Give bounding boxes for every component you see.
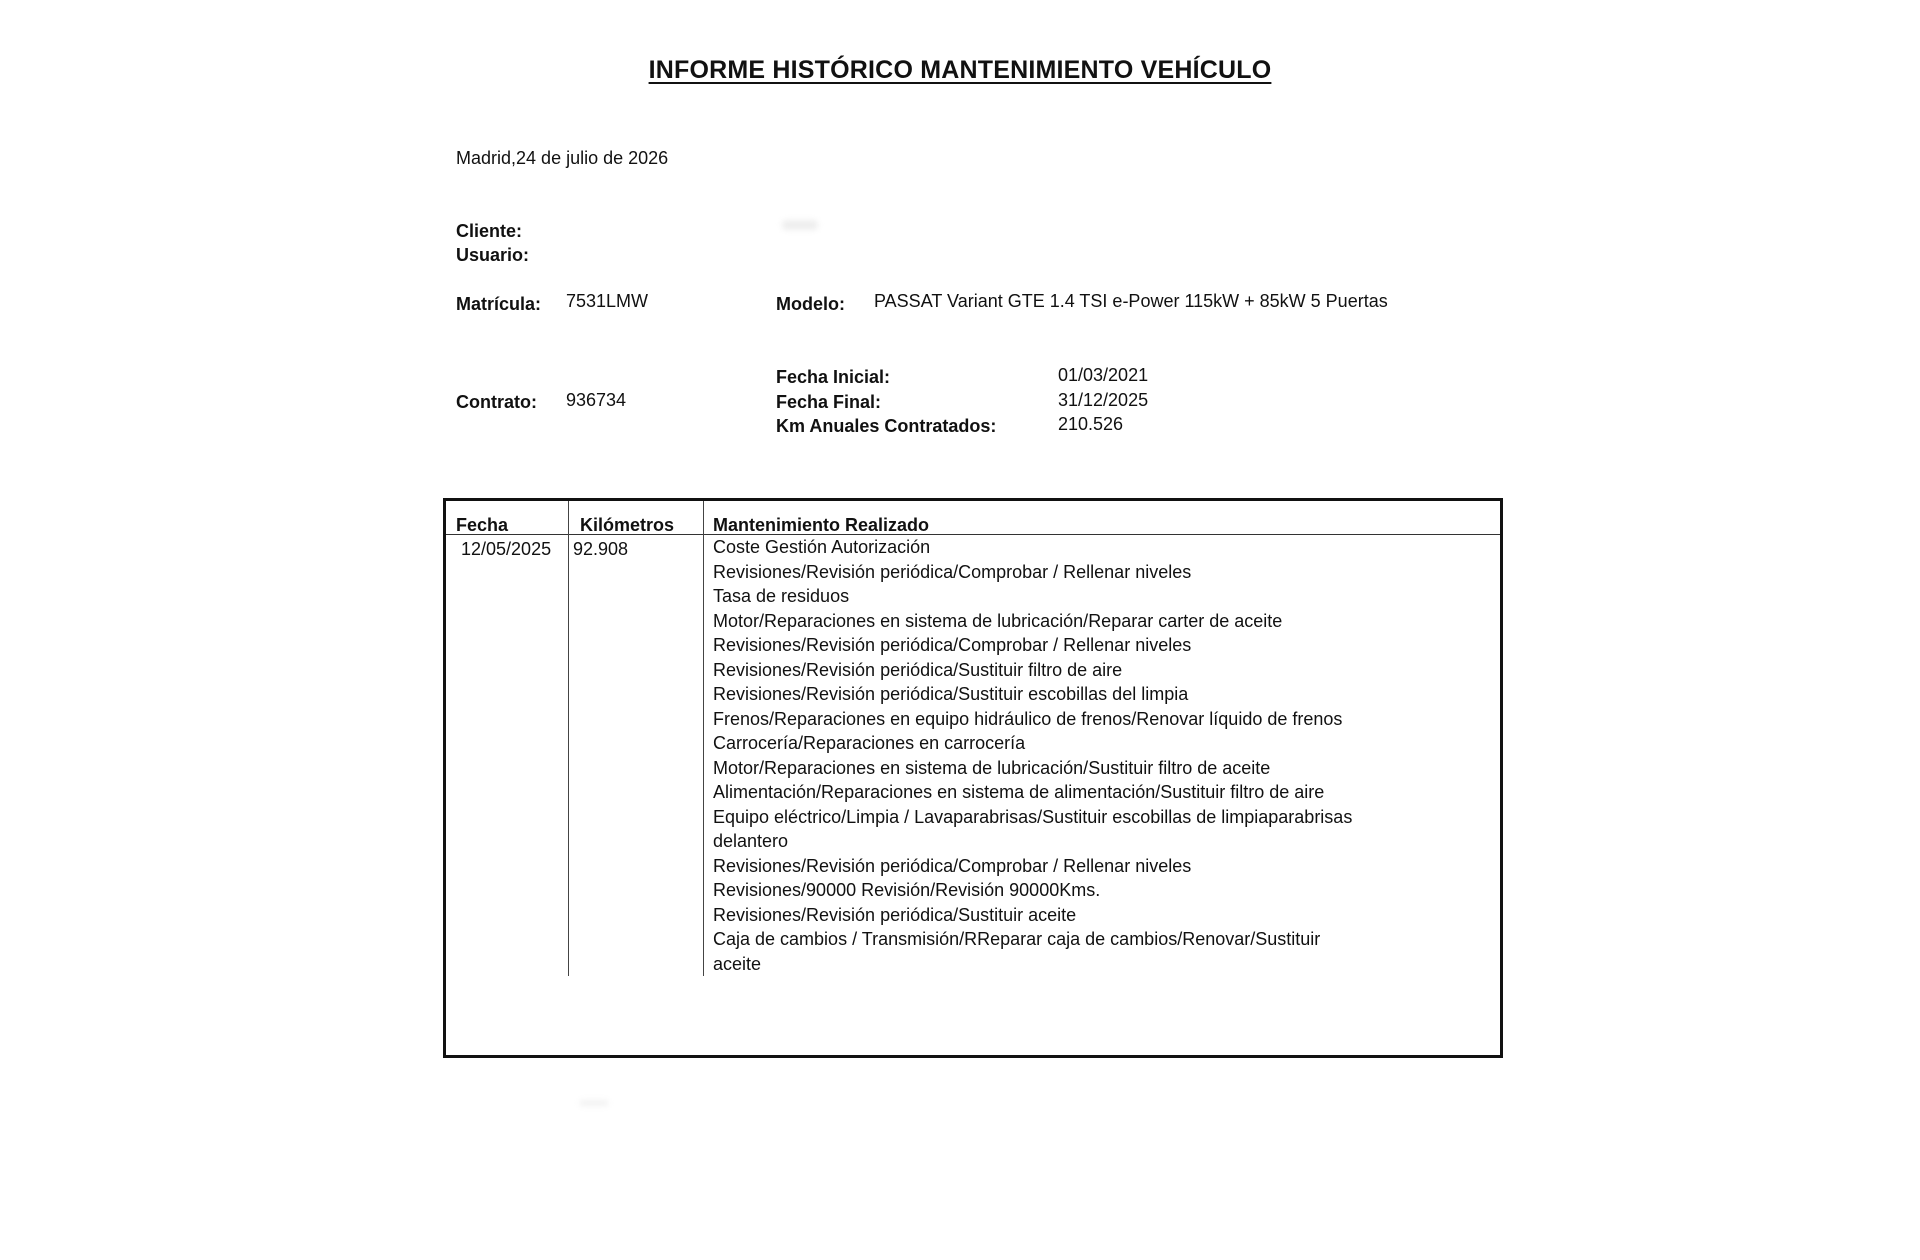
date-line: [456, 146, 668, 170]
fecha-final-label: Fecha Final:: [776, 392, 882, 412]
maintenance-item: Frenos/Reparaciones en equipo hidráulico de frenos/Renovar líquido de frenos: [713, 708, 1343, 729]
maintenance-item: Revisiones/90000 Revisión/Revisión 90000Kms.: [713, 880, 1101, 900]
matricula-value: 7531LMW: [566, 291, 649, 311]
maintenance-item: Caja de cambios / Transmisión/RReparar caja de cambios/Renovar/Sustituir aceite: [713, 929, 1321, 974]
report-date: 24 de julio de 2026: [516, 148, 669, 168]
column-divider-2: [703, 501, 704, 976]
fecha-final-value: 31/12/2025: [1058, 390, 1149, 410]
maintenance-item: Revisiones/Revisión periódica/Sustituir filtro de aire: [713, 659, 1123, 680]
maintenance-item: Revisiones/Revisión periódica/Comprobar / Rellenar niveles: [713, 855, 1192, 876]
maintenance-item: Alimentación/Reparaciones en sistema de alimentación/Sustituir filtro de aire: [713, 782, 1325, 802]
contrato-label: Contrato:: [456, 392, 537, 412]
column-divider-1: [568, 501, 569, 976]
row-kilometros: 92.908: [573, 539, 629, 559]
maintenance-item: Revisiones/Revisión periódica/Sustituir aceite: [713, 904, 1077, 925]
header-fecha: Fecha: [456, 515, 509, 535]
maintenance-item: Revisiones/Revisión periódica/Comprobar / Rellenar niveles: [713, 635, 1192, 655]
header-mantenimiento: Mantenimiento Realizado: [713, 515, 930, 535]
matricula-label: Matrícula:: [456, 294, 542, 314]
contrato-value: 936734: [566, 390, 627, 410]
maintenance-item: Motor/Reparaciones en sistema de lubricación/Sustituir filtro de aceite: [713, 757, 1271, 778]
maintenance-item: Equipo eléctrico/Limpia / Lavaparabrisas/Sustituir escobillas de limpiaparabrisas delantero: [713, 806, 1353, 851]
maintenance-item: Revisiones/Revisión periódica/Comprobar / Rellenar niveles: [713, 561, 1192, 582]
redacted-mark: [782, 220, 818, 230]
maintenance-item: Carrocería/Reparaciones en carrocería: [713, 733, 1026, 753]
usuario-label: Usuario:: [456, 245, 530, 265]
maintenance-table: [443, 498, 1503, 1058]
fecha-inicial-value: 01/03/2021: [1058, 365, 1149, 385]
place: Madrid,: [456, 148, 517, 168]
fecha-inicial-label: Fecha Inicial:: [776, 367, 891, 387]
row-fecha: 12/05/2025: [461, 539, 552, 559]
faint-mark: [580, 1100, 608, 1106]
km-label: Km Anuales Contratados:: [776, 416, 997, 436]
modelo-label: Modelo:: [776, 294, 845, 314]
maintenance-items-list: [713, 535, 1352, 976]
header-kilometros: Kilómetros: [580, 515, 675, 535]
km-value: 210.526: [1058, 414, 1124, 434]
modelo-value: PASSAT Variant GTE 1.4 TSI e-Power 115kW + 85kW 5 Puertas: [874, 291, 1388, 311]
maintenance-item: Coste Gestión Autorización: [713, 537, 931, 557]
maintenance-item: Tasa de residuos: [713, 586, 850, 606]
report-title: INFORME HISTÓRICO MANTENIMIENTO VEHÍCULO: [648, 56, 1272, 84]
maintenance-item: Revisiones/Revisión periódica/Sustituir escobillas del limpia: [713, 684, 1189, 704]
maintenance-item: Motor/Reparaciones en sistema de lubricación/Reparar carter de aceite: [713, 610, 1283, 631]
cliente-label: Cliente:: [456, 221, 523, 241]
